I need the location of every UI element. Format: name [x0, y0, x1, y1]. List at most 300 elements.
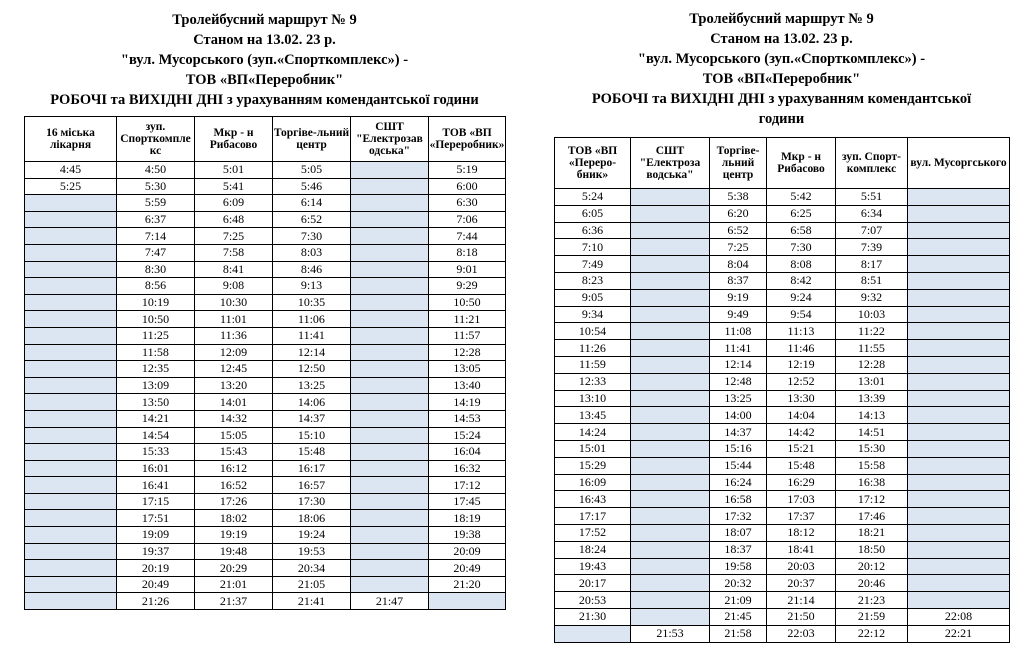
time-cell: 10:50 — [429, 294, 506, 311]
time-cell: 5:38 — [710, 189, 767, 206]
time-cell: 8:04 — [710, 256, 767, 273]
time-cell: 13:25 — [273, 377, 351, 394]
time-cell: 11:25 — [117, 327, 195, 344]
time-cell: 15:30 — [836, 440, 908, 457]
time-cell: 16:52 — [195, 477, 273, 494]
time-cell — [908, 491, 1010, 508]
table-row — [555, 440, 1010, 457]
time-cell: 8:18 — [429, 244, 506, 261]
time-cell: 13:20 — [195, 377, 273, 394]
time-cell: 10:50 — [117, 311, 195, 328]
time-cell: 5:30 — [117, 178, 195, 195]
time-cell: 18:06 — [273, 510, 351, 527]
time-cell — [351, 294, 429, 311]
title-line: Тролейбусний маршрут № 9 — [172, 12, 357, 28]
table-row — [555, 457, 1010, 474]
time-cell: 8:08 — [767, 256, 836, 273]
table-row — [555, 256, 1010, 273]
column-header: СШТ "Електрозав одська" — [351, 117, 429, 162]
time-cell: 6:52 — [273, 211, 351, 228]
time-cell — [25, 394, 117, 411]
time-cell: 11:36 — [195, 327, 273, 344]
time-cell: 5:59 — [117, 195, 195, 212]
table-row — [555, 474, 1010, 491]
time-cell — [908, 474, 1010, 491]
time-cell: 5:01 — [195, 162, 273, 179]
table-row — [25, 477, 506, 494]
time-cell: 6:09 — [195, 195, 273, 212]
time-cell: 7:10 — [555, 239, 631, 256]
time-cell: 16:04 — [429, 444, 506, 461]
table-row — [25, 560, 506, 577]
time-cell — [631, 189, 710, 206]
time-cell — [351, 543, 429, 560]
time-cell: 17:45 — [429, 493, 506, 510]
time-cell: 7:44 — [429, 228, 506, 245]
time-cell — [908, 440, 1010, 457]
time-cell: 9:19 — [710, 289, 767, 306]
time-cell: 14:21 — [117, 410, 195, 427]
table-row — [555, 272, 1010, 289]
time-cell: 20:09 — [429, 543, 506, 560]
time-cell: 21:58 — [710, 625, 767, 642]
time-cell — [25, 493, 117, 510]
time-cell — [631, 424, 710, 441]
time-cell — [631, 558, 710, 575]
time-cell — [631, 239, 710, 256]
time-cell: 7:58 — [195, 244, 273, 261]
time-cell: 21:26 — [117, 593, 195, 610]
time-cell: 21:45 — [710, 608, 767, 625]
time-cell: 9:08 — [195, 278, 273, 295]
time-cell — [908, 524, 1010, 541]
time-cell: 15:01 — [555, 440, 631, 457]
time-cell — [631, 541, 710, 558]
time-cell: 15:44 — [710, 457, 767, 474]
time-cell — [25, 427, 117, 444]
time-cell: 6:37 — [117, 211, 195, 228]
time-cell: 9:24 — [767, 289, 836, 306]
time-cell: 6:58 — [767, 222, 836, 239]
table-row — [555, 306, 1010, 323]
time-cell: 15:29 — [555, 457, 631, 474]
time-cell: 13:50 — [117, 394, 195, 411]
time-cell: 21:20 — [429, 576, 506, 593]
title-line: Тролейбусний маршрут № 9 — [689, 11, 874, 27]
time-cell: 16:17 — [273, 460, 351, 477]
time-cell: 6:48 — [195, 211, 273, 228]
time-cell: 5:46 — [273, 178, 351, 195]
time-cell — [25, 294, 117, 311]
title-line: Станом на 13.02. 23 р. — [710, 31, 853, 47]
time-cell: 14:24 — [555, 424, 631, 441]
time-cell — [25, 228, 117, 245]
time-cell: 13:10 — [555, 390, 631, 407]
time-cell: 19:48 — [195, 543, 273, 560]
time-cell: 15:16 — [710, 440, 767, 457]
time-cell: 16:12 — [195, 460, 273, 477]
time-cell: 18:07 — [710, 524, 767, 541]
time-cell: 10:54 — [555, 323, 631, 340]
time-cell — [631, 256, 710, 273]
time-cell: 17:12 — [429, 477, 506, 494]
time-cell: 20:49 — [429, 560, 506, 577]
title-line: "вул. Мусорського (зуп.«Спорткомплекс») - — [637, 51, 926, 67]
time-cell: 20:03 — [767, 558, 836, 575]
column-header: 16 міська лікарня — [25, 117, 117, 162]
time-cell: 8:56 — [117, 278, 195, 295]
time-cell — [631, 356, 710, 373]
time-cell — [908, 272, 1010, 289]
time-cell: 6:25 — [767, 205, 836, 222]
table-row — [25, 195, 506, 212]
time-cell: 15:58 — [836, 457, 908, 474]
time-cell: 10:19 — [117, 294, 195, 311]
time-cell: 18:12 — [767, 524, 836, 541]
time-cell — [631, 592, 710, 609]
time-cell: 6:05 — [555, 205, 631, 222]
time-cell — [631, 306, 710, 323]
time-cell: 21:05 — [273, 576, 351, 593]
table-row — [25, 493, 506, 510]
column-header: зуп. Спорт-комплекс — [836, 138, 908, 189]
time-cell: 16:38 — [836, 474, 908, 491]
time-cell: 14:19 — [429, 394, 506, 411]
time-cell: 21:59 — [836, 608, 908, 625]
time-cell: 15:24 — [429, 427, 506, 444]
column-header: вул. Мусоргського — [908, 138, 1010, 189]
time-cell: 20:19 — [117, 560, 195, 577]
time-cell — [351, 195, 429, 212]
table-row — [25, 261, 506, 278]
time-cell: 7:14 — [117, 228, 195, 245]
time-cell: 21:30 — [555, 608, 631, 625]
table-row — [555, 592, 1010, 609]
time-cell — [25, 361, 117, 378]
table-row — [555, 289, 1010, 306]
time-cell — [908, 457, 1010, 474]
time-cell: 4:45 — [25, 162, 117, 179]
time-cell: 15:43 — [195, 444, 273, 461]
table-row — [555, 356, 1010, 373]
time-cell: 11:57 — [429, 327, 506, 344]
time-cell: 14:53 — [429, 410, 506, 427]
time-cell: 21:53 — [631, 625, 710, 642]
time-cell: 8:30 — [117, 261, 195, 278]
time-cell: 15:48 — [767, 457, 836, 474]
time-cell — [429, 593, 506, 610]
time-cell: 21:37 — [195, 593, 273, 610]
time-cell — [25, 377, 117, 394]
time-cell: 12:50 — [273, 361, 351, 378]
time-cell — [351, 394, 429, 411]
time-cell: 17:26 — [195, 493, 273, 510]
time-cell — [631, 323, 710, 340]
time-cell: 19:58 — [710, 558, 767, 575]
time-cell: 14:06 — [273, 394, 351, 411]
title-line: години — [758, 111, 805, 127]
time-cell: 5:24 — [555, 189, 631, 206]
time-cell: 7:49 — [555, 256, 631, 273]
time-cell — [351, 377, 429, 394]
time-cell: 7:06 — [429, 211, 506, 228]
time-cell: 13:09 — [117, 377, 195, 394]
time-cell: 20:32 — [710, 575, 767, 592]
header-row — [25, 117, 506, 162]
table-row — [555, 239, 1010, 256]
time-cell — [631, 373, 710, 390]
time-cell: 10:03 — [836, 306, 908, 323]
time-cell — [908, 256, 1010, 273]
time-cell: 6:30 — [429, 195, 506, 212]
time-cell: 5:05 — [273, 162, 351, 179]
time-cell: 17:15 — [117, 493, 195, 510]
time-cell: 7:30 — [767, 239, 836, 256]
time-cell: 11:59 — [555, 356, 631, 373]
time-cell — [25, 195, 117, 212]
time-cell — [351, 211, 429, 228]
time-cell: 10:30 — [195, 294, 273, 311]
time-cell: 13:30 — [767, 390, 836, 407]
time-cell — [351, 527, 429, 544]
time-cell: 5:19 — [429, 162, 506, 179]
time-cell — [908, 592, 1010, 609]
time-cell: 6:00 — [429, 178, 506, 195]
time-cell: 4:50 — [117, 162, 195, 179]
time-cell: 6:14 — [273, 195, 351, 212]
time-cell: 11:13 — [767, 323, 836, 340]
time-cell — [351, 444, 429, 461]
time-cell: 20:37 — [767, 575, 836, 592]
time-cell: 15:48 — [273, 444, 351, 461]
time-cell: 11:41 — [710, 340, 767, 357]
time-cell — [351, 278, 429, 295]
table-row — [555, 625, 1010, 642]
table-row — [555, 608, 1010, 625]
time-cell: 20:29 — [195, 560, 273, 577]
table-row — [555, 491, 1010, 508]
table-row — [25, 344, 506, 361]
time-cell: 19:43 — [555, 558, 631, 575]
time-cell: 8:03 — [273, 244, 351, 261]
table-row — [555, 524, 1010, 541]
time-cell: 19:24 — [273, 527, 351, 544]
time-cell — [908, 289, 1010, 306]
table-row — [555, 373, 1010, 390]
time-cell: 9:32 — [836, 289, 908, 306]
time-cell: 21:23 — [836, 592, 908, 609]
time-cell: 16:58 — [710, 491, 767, 508]
time-cell: 7:47 — [117, 244, 195, 261]
time-cell — [631, 289, 710, 306]
time-cell: 16:24 — [710, 474, 767, 491]
time-cell: 17:03 — [767, 491, 836, 508]
time-cell: 22:12 — [836, 625, 908, 642]
time-cell — [631, 457, 710, 474]
header-row — [555, 138, 1010, 189]
time-cell: 6:36 — [555, 222, 631, 239]
time-cell — [908, 340, 1010, 357]
time-cell: 8:42 — [767, 272, 836, 289]
time-cell — [25, 311, 117, 328]
time-cell — [351, 560, 429, 577]
time-cell: 6:34 — [836, 205, 908, 222]
time-cell: 16:01 — [117, 460, 195, 477]
time-cell: 12:09 — [195, 344, 273, 361]
time-cell: 18:02 — [195, 510, 273, 527]
time-cell — [25, 560, 117, 577]
time-cell: 7:25 — [710, 239, 767, 256]
time-cell: 19:09 — [117, 527, 195, 544]
time-cell: 11:41 — [273, 327, 351, 344]
time-cell: 20:17 — [555, 575, 631, 592]
time-cell: 5:51 — [836, 189, 908, 206]
time-cell — [631, 474, 710, 491]
time-cell — [351, 244, 429, 261]
timetable — [24, 116, 506, 610]
time-cell — [631, 508, 710, 525]
time-cell — [908, 373, 1010, 390]
time-cell — [351, 477, 429, 494]
column-header: Торгіве-льний центр — [273, 117, 351, 162]
table-row — [555, 205, 1010, 222]
time-cell — [25, 543, 117, 560]
time-cell: 14:42 — [767, 424, 836, 441]
time-cell — [908, 407, 1010, 424]
time-cell: 18:24 — [555, 541, 631, 558]
time-cell: 16:29 — [767, 474, 836, 491]
time-cell: 20:34 — [273, 560, 351, 577]
time-cell — [908, 508, 1010, 525]
table-row — [555, 390, 1010, 407]
time-cell: 12:14 — [273, 344, 351, 361]
time-cell: 18:41 — [767, 541, 836, 558]
column-header: ТОВ «ВП «Переро-бник» — [555, 138, 631, 189]
time-cell — [25, 477, 117, 494]
time-cell — [908, 323, 1010, 340]
time-cell — [631, 440, 710, 457]
time-cell: 20:49 — [117, 576, 195, 593]
time-cell: 7:07 — [836, 222, 908, 239]
table-row — [25, 244, 506, 261]
time-cell: 11:22 — [836, 323, 908, 340]
table-row — [555, 222, 1010, 239]
time-cell — [908, 239, 1010, 256]
table-row — [25, 278, 506, 295]
time-cell — [908, 356, 1010, 373]
table-row — [25, 593, 506, 610]
time-cell — [631, 491, 710, 508]
time-cell: 11:58 — [117, 344, 195, 361]
time-cell — [351, 311, 429, 328]
time-cell: 14:13 — [836, 407, 908, 424]
table-row — [555, 575, 1010, 592]
time-cell — [25, 510, 117, 527]
time-cell: 14:04 — [767, 407, 836, 424]
time-cell: 19:37 — [117, 543, 195, 560]
time-cell: 14:37 — [710, 424, 767, 441]
time-cell — [631, 608, 710, 625]
time-cell: 17:46 — [836, 508, 908, 525]
column-header: ТОВ «ВП «Переробник» — [429, 117, 506, 162]
time-cell: 21:14 — [767, 592, 836, 609]
table-row — [25, 527, 506, 544]
time-cell — [908, 189, 1010, 206]
time-cell — [25, 344, 117, 361]
time-cell — [351, 460, 429, 477]
time-cell: 9:05 — [555, 289, 631, 306]
table-row — [25, 178, 506, 195]
time-cell — [555, 625, 631, 642]
time-cell: 12:45 — [195, 361, 273, 378]
time-cell: 12:19 — [767, 356, 836, 373]
time-cell — [631, 222, 710, 239]
time-cell — [25, 410, 117, 427]
time-cell: 12:28 — [836, 356, 908, 373]
time-cell: 16:43 — [555, 491, 631, 508]
time-cell — [25, 278, 117, 295]
table-row — [555, 424, 1010, 441]
time-cell: 11:26 — [555, 340, 631, 357]
time-cell: 12:33 — [555, 373, 631, 390]
time-cell: 11:01 — [195, 311, 273, 328]
time-cell: 14:51 — [836, 424, 908, 441]
time-cell: 17:52 — [555, 524, 631, 541]
time-cell — [25, 444, 117, 461]
time-cell — [351, 261, 429, 278]
time-cell: 14:37 — [273, 410, 351, 427]
time-cell: 12:35 — [117, 361, 195, 378]
time-cell — [25, 460, 117, 477]
time-cell — [25, 244, 117, 261]
schedule-panel-right — [554, 0, 1009, 643]
time-cell: 22:03 — [767, 625, 836, 642]
time-cell: 5:42 — [767, 189, 836, 206]
time-cell — [908, 205, 1010, 222]
table-row — [25, 162, 506, 179]
time-cell — [631, 524, 710, 541]
table-row — [555, 508, 1010, 525]
table-row — [25, 294, 506, 311]
time-cell: 9:01 — [429, 261, 506, 278]
time-cell: 12:52 — [767, 373, 836, 390]
time-cell: 18:19 — [429, 510, 506, 527]
table-row — [25, 228, 506, 245]
time-cell — [631, 272, 710, 289]
timetable — [554, 137, 1010, 643]
time-cell: 20:53 — [555, 592, 631, 609]
time-cell: 8:51 — [836, 272, 908, 289]
title-line: Станом на 13.02. 23 р. — [193, 32, 336, 48]
time-cell: 6:52 — [710, 222, 767, 239]
time-cell — [25, 261, 117, 278]
time-cell: 11:55 — [836, 340, 908, 357]
time-cell: 17:51 — [117, 510, 195, 527]
time-cell — [631, 575, 710, 592]
time-cell: 21:47 — [351, 593, 429, 610]
title-line: РОБОЧІ та ВИХІДНІ ДНІ з урахуванням комендантської години — [50, 92, 479, 108]
schedule-panel-left — [24, 0, 505, 610]
time-cell: 13:05 — [429, 361, 506, 378]
table-row — [555, 189, 1010, 206]
time-cell — [908, 575, 1010, 592]
time-cell: 9:13 — [273, 278, 351, 295]
time-cell: 7:25 — [195, 228, 273, 245]
time-cell: 13:40 — [429, 377, 506, 394]
time-cell: 14:54 — [117, 427, 195, 444]
time-cell: 21:01 — [195, 576, 273, 593]
time-cell: 13:01 — [836, 373, 908, 390]
